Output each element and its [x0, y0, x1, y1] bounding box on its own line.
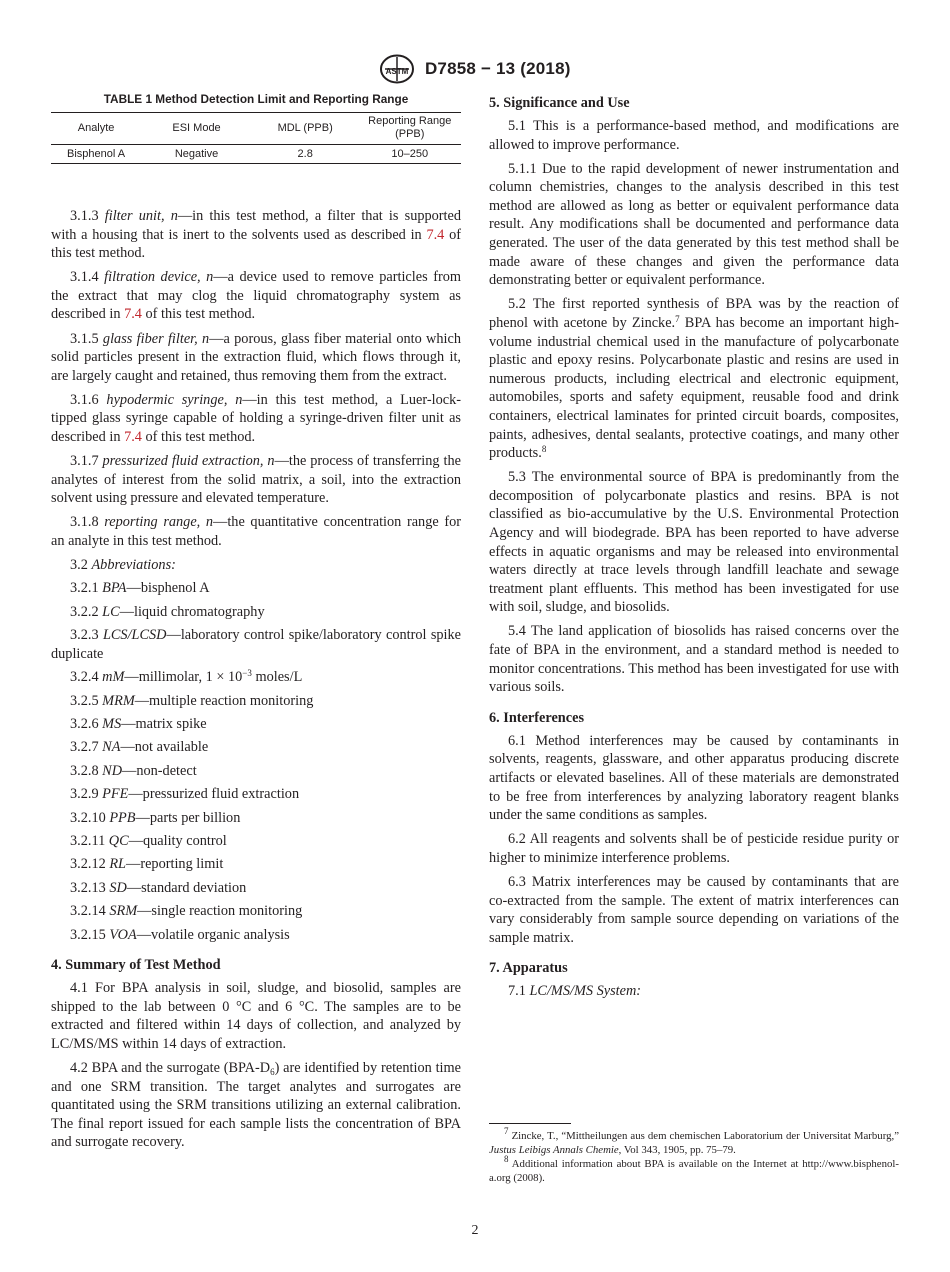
- astm-logo-icon: [379, 54, 415, 84]
- para-3-2-15: 3.2.15 VOA—volatile organic analysis: [70, 926, 290, 943]
- para-3-2-14: 3.2.14 SRM—single reaction monitoring: [70, 903, 303, 920]
- para-5-2: 5.2 The first reported synthesis of BPA was by the reaction of phenol with acetone by Zincke.$^7$ BPA has become an important high-volume industrial chemical used in the manufacture of polycarbonate plastic and epoxy resins. Polycarbonate plastic and resins are used in numerous products, including electrical and electronic equipment, automobiles, sports and safety equipment, reusable food and drink containers, electrical laminates for printed circuit boards, composites, paints, adhesives, dental sealants, protective coatings, and many other products.$^8$: [489, 296, 900, 462]
- para-6-1: 6.1 Method interferences may be caused by contaminants in solvents, reagents, glassware, and other apparatus producing discrete artifacts or elevated baselines. All of these materials are demonstrated to be free from interferences by analyzing laboratory reagent blanks under the same conditions as samples.: [489, 732, 899, 824]
- logo-text: ASTM: [386, 67, 409, 76]
- para-3-1-6: 3.1.6 hypodermic syringe, n—in this test method, a Luer-lock-tipped glass syringe capable of holding a syringe-driven filter unit as described in 7.4 of this test method.: [51, 391, 462, 446]
- page-number: 2: [471, 1223, 479, 1238]
- section-link[interactable]: 7.4: [124, 429, 142, 446]
- para-3-2-7: 3.2.7 NA—not available: [70, 739, 209, 756]
- standard-designation: D7858 − 13 (2018): [424, 58, 571, 78]
- para-7-1: 7.1 LC/MS/MS System:: [508, 983, 642, 1000]
- para-6-3: 6.3 Matrix interferences may be caused by contaminants that are co-extracted from the sample. The extent of matrix interferences can vary considerably from sample source depending on variations of the sample matrix.: [489, 873, 899, 946]
- table-1-title: TABLE 1 Method Detection Limit and Reporting Range: [103, 92, 409, 106]
- para-3-2-2: 3.2.2 LC—liquid chromatography: [70, 603, 265, 620]
- right-column: [489, 92, 899, 1006]
- para-3-1-7: 3.1.7 pressurized fluid extraction, n—the process of transferring the analytes of interest from the solid matrix, a soil, into the extraction solvent using pressure and elevated temperature.: [51, 453, 461, 507]
- table-header-row: [51, 113, 461, 145]
- para-3-2-8: 3.2.8 ND—non-detect: [70, 762, 197, 779]
- para-3-2-5: 3.2.5 MRM—multiple reaction monitoring: [70, 692, 314, 709]
- para-5-1-1: 5.1.1 Due to the rapid development of newer instrumentation and column chemistries, changes to the analysis described in this test method are allowed as long as better or equivalent performance data result. Any modifications shall be documented and performance data generated. The user of the data generated by this test method shall be made aware of these changes and given the performance data demonstrating better or equivalent performance.: [489, 160, 899, 289]
- table-header-cell: ESI Mode: [172, 121, 221, 134]
- para-4-1: 4.1 For BPA analysis in soil, sludge, and biosolid, samples are shipped to the lab between 0 °C and 6 °C. The samples are to be extracted and filtered within 14 days of collection, and analyzed by LC/MS/MS within 14 days of extraction.: [51, 980, 461, 1052]
- para-3-2-4: 3.2.4 mM—millimolar, $1 \times 10^{-3}$ moles/L: [70, 668, 303, 686]
- table-header-cell: MDL (PPB): [277, 121, 333, 134]
- para-3-1-3: 3.1.3 filter unit, n—in this test method, a filter that is supported with a housing that is inert to the solvents used as described in 7.4 of this test method.: [51, 208, 462, 262]
- para-3-2-11: 3.2.11 QC—quality control: [70, 832, 227, 849]
- table-cell: Bisphenol A: [67, 148, 126, 160]
- para-3-2-13: 3.2.13 SD—standard deviation: [70, 879, 247, 896]
- page-header: [0, 54, 950, 84]
- section-heading-7: 7. Apparatus: [489, 960, 568, 977]
- table-row: [51, 145, 461, 164]
- para-3-2-9: 3.2.9 PFE—pressurized fluid extraction: [70, 786, 300, 803]
- para-3-1-5: 3.1.5 glass fiber filter, n—a porous, glass fiber material onto which solid particles present in the extraction fluid, which flows through it, are largely caught and retained, thus removing them from the extract.: [51, 330, 462, 384]
- section-heading-6: 6. Interferences: [489, 709, 585, 726]
- footnote-8: $^8$ Additional information about BPA is available on the Internet at http://www.bisphenol-a.org (2008).: [489, 1154, 899, 1184]
- footnote-ref[interactable]: 8: [541, 444, 547, 455]
- para-3-1-4: 3.1.4 filtration device, n—a device used to remove particles from the extract that may clog the liquid chromatography system as described in 7.4 of this test method.: [51, 269, 462, 323]
- para-3-1-8: 3.1.8 reporting range, n—the quantitative concentration range for an analyte in this test method.: [51, 514, 461, 549]
- footnotes: [489, 1123, 899, 1186]
- table-cell: 2.8: [297, 148, 313, 160]
- table-cell: Negative: [174, 148, 219, 160]
- left-column: [51, 92, 461, 1157]
- footnote-7: $^7$ Zincke, T., “Mittheilungen aus dem chemischen Laboratorium der Universitat Marburg,” Justus Leibigs Annals Chemie, Vol 343, 1905, pp. 75–79.: [489, 1126, 899, 1156]
- para-3-2-3: 3.2.3 LCS/LCSD—laboratory control spike/laboratory control spike duplicate: [51, 627, 461, 662]
- section-link[interactable]: 7.4: [124, 306, 142, 323]
- para-6-2: 6.2 All reagents and solvents shall be of pesticide residue purity or higher to minimize interference problems.: [489, 831, 899, 866]
- table-1: [51, 112, 461, 164]
- para-3-2-12: 3.2.12 RL—reporting limit: [70, 856, 224, 873]
- para-3-2: 3.2 Abbreviations:: [70, 557, 176, 574]
- footnote-divider: [489, 1123, 571, 1124]
- section-heading-5: 5. Significance and Use: [489, 95, 630, 111]
- footnote-ref[interactable]: 7: [675, 313, 680, 324]
- table-header-cell: Analyte: [77, 121, 115, 134]
- table-header-cell: Reporting Range (PPB): [368, 115, 452, 140]
- para-5-1: 5.1 This is a performance-based method, and modifications are allowed to improve performance.: [489, 118, 899, 153]
- para-5-4: 5.4 The land application of biosolids has raised concerns over the fate of BPA in the environment, and a standard method is needed to monitor concentrations. This method has been investigated for use with various soils.: [489, 623, 899, 696]
- table-cell: 10–250: [391, 148, 429, 160]
- para-3-2-1: 3.2.1 BPA—bisphenol A: [70, 580, 210, 597]
- para-5-3: 5.3 The environmental source of BPA is predominantly from the decomposition of polycarbonate plastics and resins. BPA is not classified as bio-accumulative by the U.S. Environmental Protection Agency and will biodegrade. BPA has been reported to have adverse effects in aquatic organisms and may be released into environmental waters directly at trace levels through landfill leachate and sewage treatment plant effluents. This method has been investigated for use with soil, sludge, and biosolids.: [489, 469, 899, 616]
- para-3-2-10: 3.2.10 PPB—parts per billion: [70, 809, 241, 826]
- section-heading-4: 4. Summary of Test Method: [51, 957, 221, 974]
- para-4-2: 4.2 BPA and the surrogate $(BPA-D_6)$ are identified by retention time and one SRM transition. The target analytes and surrogates are quantitated using the SRM transitions utilizing an external calibration. The final report issued for each sample lists the concentration of BPA and surrogate recovery.: [51, 1060, 461, 1151]
- para-3-2-6: 3.2.6 MS—matrix spike: [70, 716, 207, 733]
- section-link[interactable]: 7.4: [426, 226, 445, 243]
